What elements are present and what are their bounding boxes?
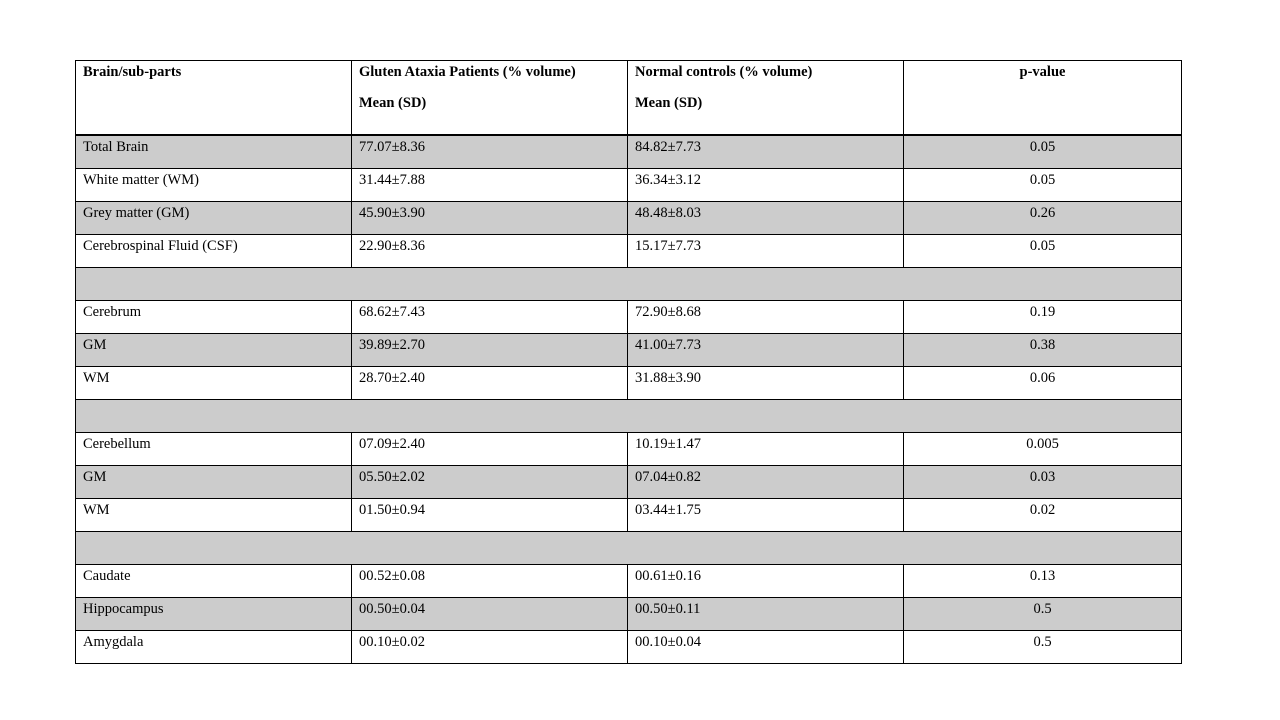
cell-patients-mean-sd: 31.44±7.88 — [352, 169, 628, 202]
table-row — [76, 334, 1182, 367]
cell-p-value: 0.05 — [904, 235, 1182, 268]
header-controls-line2: Mean (SD) — [635, 95, 703, 111]
cell-patients-mean-sd: 00.50±0.04 — [352, 598, 628, 631]
table-row — [76, 433, 1182, 466]
cell-brain-part: Amygdala — [76, 631, 352, 664]
header-p-value — [904, 61, 1182, 136]
cell-p-value: 0.5 — [904, 631, 1182, 664]
cell-controls-mean-sd: 07.04±0.82 — [628, 466, 904, 499]
table-body — [76, 135, 1182, 664]
cell-controls-mean-sd: 10.19±1.47 — [628, 433, 904, 466]
cell-patients-mean-sd: 28.70±2.40 — [352, 367, 628, 400]
cell-p-value: 0.06 — [904, 367, 1182, 400]
cell-controls-mean-sd: 03.44±1.75 — [628, 499, 904, 532]
table-row — [76, 367, 1182, 400]
cell-p-value: 0.26 — [904, 202, 1182, 235]
cell-p-value: 0.19 — [904, 301, 1182, 334]
cell-controls-mean-sd: 15.17±7.73 — [628, 235, 904, 268]
cell-brain-part: Total Brain — [76, 135, 352, 169]
cell-patients-mean-sd: 00.52±0.08 — [352, 565, 628, 598]
cell-controls-mean-sd: 31.88±3.90 — [628, 367, 904, 400]
cell-controls-mean-sd: 84.82±7.73 — [628, 135, 904, 169]
header-controls — [628, 61, 904, 136]
cell-p-value: 0.5 — [904, 598, 1182, 631]
cell-patients-mean-sd: 01.50±0.94 — [352, 499, 628, 532]
header-brain-subparts-label: Brain/sub-parts — [83, 64, 182, 80]
cell-p-value: 0.005 — [904, 433, 1182, 466]
table-row — [76, 235, 1182, 268]
table-row — [76, 202, 1182, 235]
brain-volume-table — [75, 60, 1182, 664]
spacer-row — [76, 532, 1182, 565]
cell-p-value: 0.38 — [904, 334, 1182, 367]
header-row — [76, 61, 1182, 136]
table-row — [76, 631, 1182, 664]
cell-controls-mean-sd: 00.10±0.04 — [628, 631, 904, 664]
spacer-cell — [76, 532, 1182, 565]
header-patients-line2: Mean (SD) — [359, 95, 427, 111]
header-patients-line1: Gluten Ataxia Patients (% volume) — [359, 64, 576, 80]
cell-brain-part: Cerebrum — [76, 301, 352, 334]
cell-brain-part: Grey matter (GM) — [76, 202, 352, 235]
cell-brain-part: Cerebrospinal Fluid (CSF) — [76, 235, 352, 268]
cell-patients-mean-sd: 07.09±2.40 — [352, 433, 628, 466]
cell-brain-part: GM — [76, 334, 352, 367]
cell-p-value: 0.02 — [904, 499, 1182, 532]
cell-brain-part: Cerebellum — [76, 433, 352, 466]
spacer-row — [76, 268, 1182, 301]
spacer-cell — [76, 268, 1182, 301]
cell-brain-part: Hippocampus — [76, 598, 352, 631]
cell-controls-mean-sd: 00.50±0.11 — [628, 598, 904, 631]
cell-brain-part: WM — [76, 499, 352, 532]
cell-patients-mean-sd: 00.10±0.02 — [352, 631, 628, 664]
cell-patients-mean-sd: 68.62±7.43 — [352, 301, 628, 334]
header-brain-subparts — [76, 61, 352, 136]
cell-controls-mean-sd: 00.61±0.16 — [628, 565, 904, 598]
header-patients — [352, 61, 628, 136]
table-row — [76, 135, 1182, 169]
cell-brain-part: WM — [76, 367, 352, 400]
cell-p-value: 0.05 — [904, 135, 1182, 169]
cell-p-value: 0.05 — [904, 169, 1182, 202]
cell-controls-mean-sd: 48.48±8.03 — [628, 202, 904, 235]
table-row — [76, 301, 1182, 334]
table-header — [76, 61, 1182, 136]
cell-brain-part: White matter (WM) — [76, 169, 352, 202]
header-controls-line1: Normal controls (% volume) — [635, 64, 813, 80]
table-row — [76, 169, 1182, 202]
table-row — [76, 565, 1182, 598]
cell-p-value: 0.13 — [904, 565, 1182, 598]
cell-p-value: 0.03 — [904, 466, 1182, 499]
cell-brain-part: GM — [76, 466, 352, 499]
cell-controls-mean-sd: 41.00±7.73 — [628, 334, 904, 367]
cell-patients-mean-sd: 77.07±8.36 — [352, 135, 628, 169]
cell-patients-mean-sd: 22.90±8.36 — [352, 235, 628, 268]
cell-patients-mean-sd: 05.50±2.02 — [352, 466, 628, 499]
table-row — [76, 598, 1182, 631]
cell-brain-part: Caudate — [76, 565, 352, 598]
table-row — [76, 499, 1182, 532]
spacer-row — [76, 400, 1182, 433]
cell-patients-mean-sd: 45.90±3.90 — [352, 202, 628, 235]
cell-patients-mean-sd: 39.89±2.70 — [352, 334, 628, 367]
header-p-value-label: p-value — [1019, 64, 1066, 80]
table-row — [76, 466, 1182, 499]
cell-controls-mean-sd: 72.90±8.68 — [628, 301, 904, 334]
spacer-cell — [76, 400, 1182, 433]
cell-controls-mean-sd: 36.34±3.12 — [628, 169, 904, 202]
